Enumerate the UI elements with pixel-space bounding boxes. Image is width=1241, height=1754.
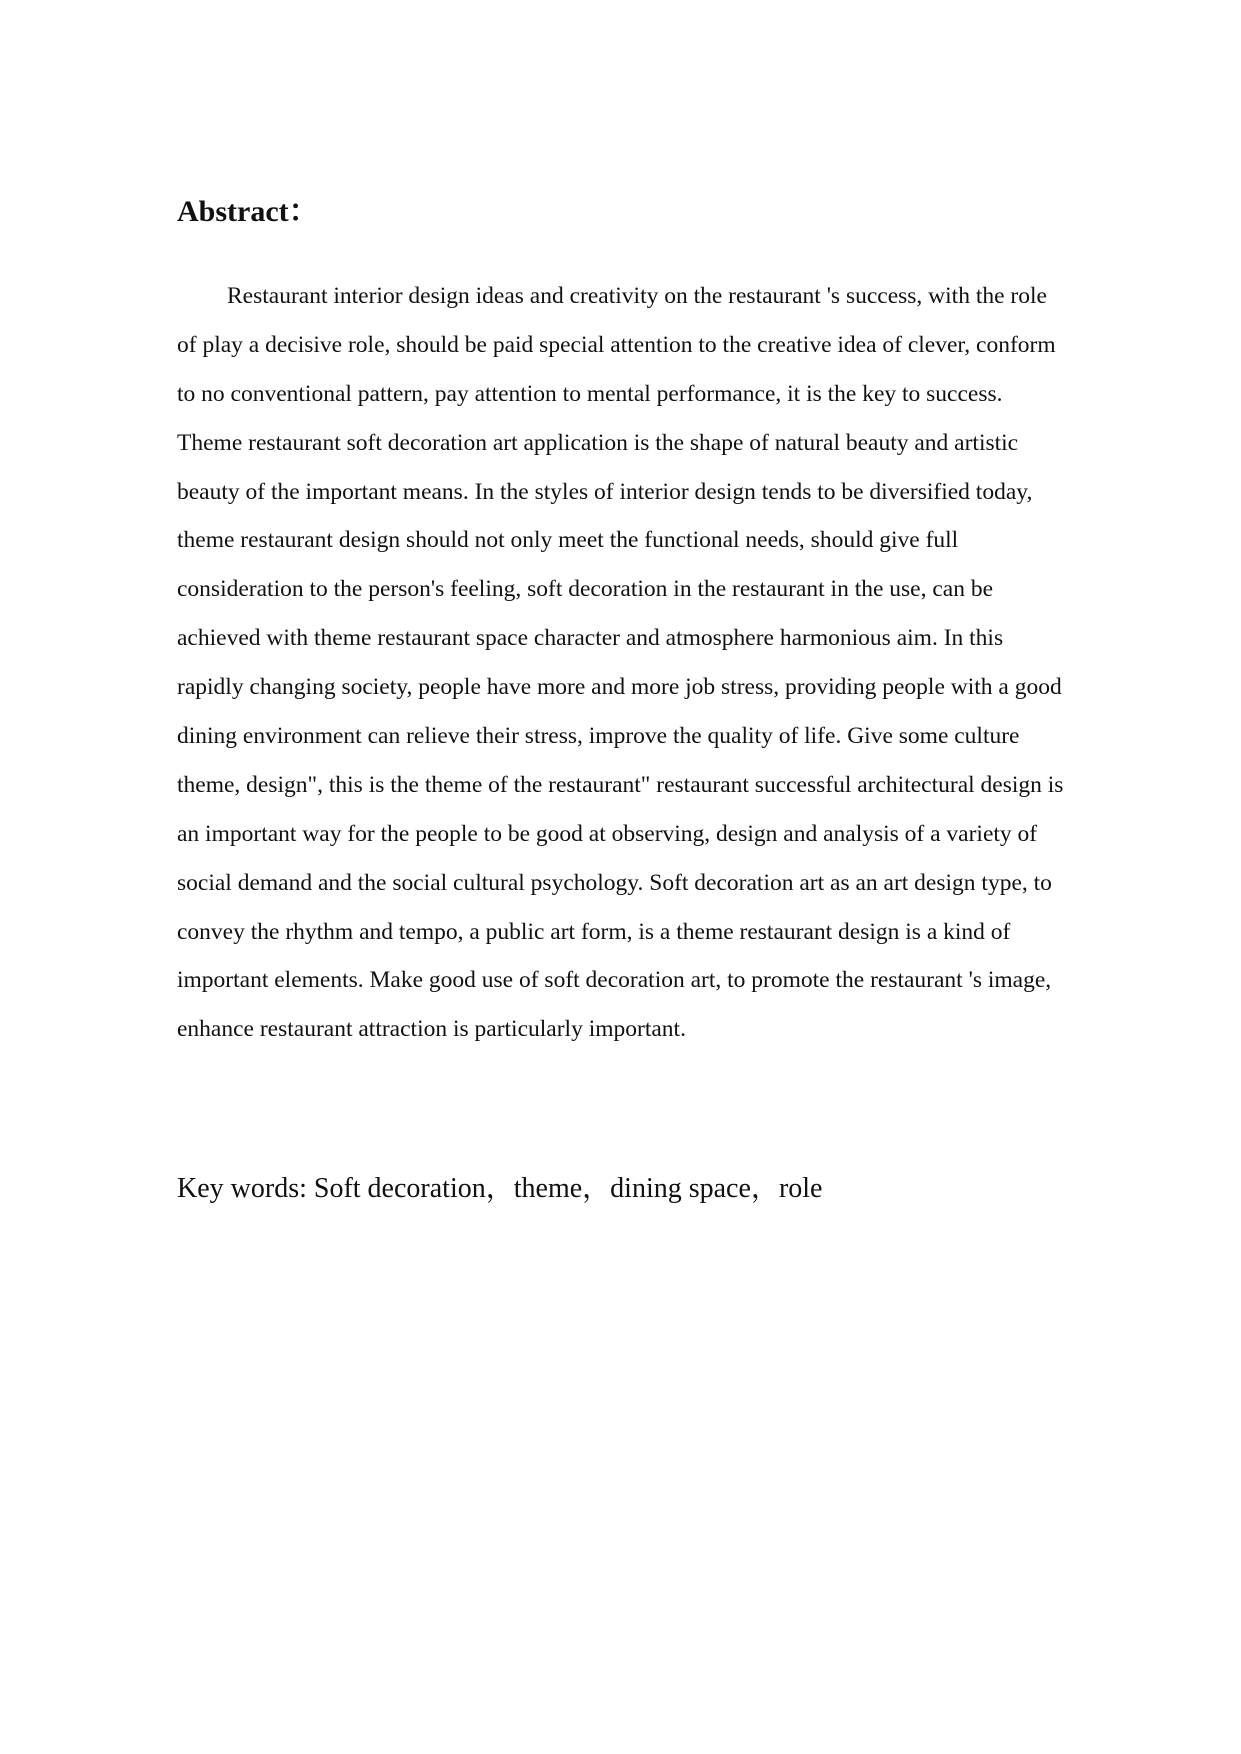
abstract-line: theme, design", this is the theme of the restaurant" restaurant successful architectural design is: [177, 771, 1064, 798]
abstract-line: theme restaurant design should not only meet the functional needs, should give full: [177, 527, 959, 554]
abstract-line: dining environment can relieve their stress, improve the quality of life. Give some culture: [177, 723, 1020, 750]
abstract-line: to no conventional pattern, pay attention to mental performance, it is the key to success.: [177, 380, 1003, 407]
keyword-separator: ，: [750, 1173, 779, 1204]
abstract-line: Theme restaurant soft decoration art application is the shape of natural beauty and artistic: [177, 429, 1019, 456]
abstract-body: [177, 280, 1127, 1062]
keywords-label: Key words:: [177, 1173, 314, 1204]
abstract-line: consideration to the person's feeling, soft decoration in the restaurant in the use, can be: [177, 576, 994, 603]
abstract-line: convey the rhythm and tempo, a public art form, is a theme restaurant design is a kind of: [177, 918, 1011, 945]
keyword-item: role: [778, 1173, 823, 1204]
keywords-line: [177, 1171, 822, 1207]
abstract-line: rapidly changing society, people have more and more job stress, providing people with a good: [177, 674, 1062, 701]
abstract-line: important elements. Make good use of soft decoration art, to promote the restaurant 's image,: [177, 967, 1052, 994]
keyword-separator: ，: [485, 1173, 514, 1204]
abstract-line: an important way for the people to be good at observing, design and analysis of a variety of: [177, 820, 1038, 847]
keyword-item: dining space: [610, 1173, 751, 1204]
abstract-line: beauty of the important means. In the styles of interior design tends to be diversified today,: [177, 478, 1033, 505]
keyword-item: Soft decoration: [313, 1173, 486, 1204]
keyword-item: theme: [513, 1173, 583, 1204]
abstract-line: of play a decisive role, should be paid special attention to the creative idea of clever, conform: [177, 331, 1056, 358]
abstract-line: social demand and the social cultural psychology. Soft decoration art as an art design type, to: [177, 869, 1052, 896]
keyword-separator: ，: [582, 1173, 611, 1204]
abstract-line: enhance restaurant attraction is particularly important.: [177, 1016, 686, 1043]
abstract-line: achieved with theme restaurant space character and atmosphere harmonious aim. In this: [177, 625, 1004, 652]
abstract-line: Restaurant interior design ideas and creativity on the restaurant 's success, with the role: [227, 283, 1047, 309]
abstract-heading: Abstract：: [177, 195, 319, 228]
